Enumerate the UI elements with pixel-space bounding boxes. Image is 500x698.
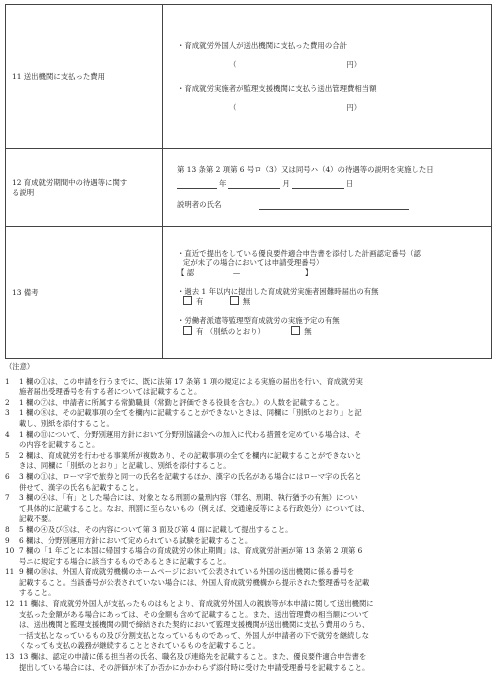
note-line: 11 欄は、育成就労外国人が支払ったものはもとより、育成就労外国人の親族等が本申請に関して送出機関に bbox=[19, 599, 374, 609]
note-line: 1 欄の⑧は、その記載事項の全てを欄内に記載することができないときは、同欄に「別紙のとおり」と記 bbox=[19, 408, 362, 418]
note-number: 3 bbox=[5, 408, 10, 418]
note-line: 3 欄の④は、「有」とした場合には、対象となる刑罰の量刑内容（罪名、刑期、執行猶予の有無）につい bbox=[19, 493, 358, 503]
note-item bbox=[5, 652, 493, 673]
note-line: 3 欄の①は、ローマ字で旅券と同一の氏名を記載するほか、漢字の氏名がある場合にはローマ字の氏名と bbox=[19, 471, 362, 481]
note-number: 8 bbox=[5, 524, 10, 534]
fee-total-item: ・育成就労外国人が送出機関に支払った費用の合計 bbox=[177, 41, 347, 50]
row-12-treatment-explanation bbox=[6, 149, 492, 227]
note-line: くなっても支払の義務が継続することとされているものを記載すること。 bbox=[19, 641, 260, 651]
difficulty-no-option[interactable]: 無 bbox=[230, 296, 250, 306]
row-12-label-line-2: る説明 bbox=[12, 187, 35, 197]
note-line: 支払った金額がある場合にあっては、その金額も含めて記載すること。また、送出管理費の相当額について bbox=[19, 609, 370, 619]
notes-section bbox=[5, 362, 493, 673]
note-line: 1 欄の⑦は、申請者に所属する常勤職員（常勤と評価できる役員を含む。）の人数を記載すること。 bbox=[19, 397, 344, 407]
note-line: 6 欄は、分野別運用方針において定められている試験を記載すること。 bbox=[19, 535, 253, 545]
row-13-label: 13 備考 bbox=[6, 227, 163, 359]
bracket-open: 【 認 bbox=[177, 267, 195, 277]
management-fee-item: ・育成就労実施者が監理支援機関に支払う送出管理費相当額 bbox=[177, 83, 377, 93]
checkbox-icon[interactable] bbox=[291, 326, 300, 335]
dispatch-yes-option[interactable]: 有 （別紙のとおり） bbox=[183, 326, 265, 336]
explanation-date bbox=[177, 175, 485, 189]
note-number: 11 bbox=[5, 567, 15, 577]
year-field[interactable] bbox=[177, 178, 217, 189]
note-line: 併せて、漢字の氏名も記載すること。 bbox=[19, 482, 143, 492]
note-line: 7 欄の「1 年ごとに本国に帰国する場合の育成就労の休止期間」は、育成就労計画が第 13 条第 2 項第 6 bbox=[19, 546, 363, 556]
note-line: は、送出機関と監理支援機関の間で締結された契約において監理支援機関が送出機関に支払う費用のうち、 bbox=[19, 620, 370, 630]
note-number: 6 bbox=[5, 471, 10, 481]
row-12-label bbox=[6, 149, 163, 227]
note-number: 5 bbox=[5, 450, 10, 460]
note-item bbox=[5, 430, 493, 451]
application-form-table bbox=[5, 4, 492, 359]
note-line: 記載すること。当該番号が公表されていない場合には、外国人育成就労機構から提示された整理番号を記載 bbox=[19, 577, 370, 587]
note-item bbox=[5, 546, 493, 567]
note-item bbox=[5, 525, 493, 536]
yen-close-unit: 円） bbox=[346, 102, 362, 112]
difficulty-yes-option[interactable]: 有 bbox=[183, 296, 203, 306]
note-line: 13 欄は、認定の申請に係る担当者の氏名、職名及び連絡先を記載すること。また、優良要件適合申告書を bbox=[19, 652, 367, 662]
row-11-content bbox=[163, 5, 492, 149]
notes-title: （注意） bbox=[5, 362, 35, 371]
note-number: 4 bbox=[5, 429, 10, 439]
note-item bbox=[5, 451, 493, 472]
difficulty-report-options bbox=[177, 296, 485, 306]
row-11-sending-agency-fees bbox=[6, 5, 492, 149]
notes-list bbox=[5, 377, 493, 674]
month-field[interactable] bbox=[228, 178, 280, 189]
note-line: の内容を記載すること。 bbox=[19, 440, 100, 450]
yen-close-unit: 円） bbox=[346, 60, 362, 70]
note-line: 2 欄は、育成就労を行わせる事業所が複数あり、その記載事項の全てを欄内に記載することができないと bbox=[19, 450, 362, 460]
dispatch-plan-options bbox=[177, 326, 485, 336]
dispatch-plan-item: ・労働者派遣等監理型育成就労の実施予定の有無 bbox=[177, 316, 340, 326]
bracket-close: 】 bbox=[304, 267, 313, 277]
explanation-statement: 第 13 条第 2 項第 6 号ロ（3）又は同号ハ（4）の待遇等の説明を実施した日 bbox=[177, 165, 434, 175]
checkbox-icon[interactable] bbox=[230, 296, 239, 305]
note-number: 2 bbox=[5, 397, 10, 407]
row-13-remarks bbox=[6, 227, 492, 359]
explainer-name-line bbox=[177, 199, 485, 210]
certification-number-item-line-1: ・直近で提出をしている優良要件適合申告書を添付した計画認定番号（認 bbox=[177, 249, 421, 259]
difficulty-report-item: ・過去 1 年以内に提出した育成就労実施者困難時届出の有無 bbox=[177, 286, 379, 296]
checkbox-icon[interactable] bbox=[183, 326, 192, 335]
year-unit: 年 bbox=[219, 179, 227, 189]
certification-number-item-line-2: 定が未了の場合においては申請受理番号） bbox=[183, 258, 324, 268]
note-line: 5 欄の④及び⑤は、その内容について第 3 面及び第 4 面に記載して提出すること。 bbox=[19, 524, 293, 534]
note-number: 13 bbox=[5, 652, 15, 662]
bracket-dash: — bbox=[232, 267, 241, 277]
row-12-content bbox=[163, 149, 492, 227]
note-number: 7 bbox=[5, 493, 10, 503]
note-line: 1 欄の⑪について、分野別運用方針において分野別協議会への加入に代わる措置を定めている場合は、そ bbox=[19, 429, 362, 439]
note-line: 載し、別紙を添付すること。 bbox=[19, 418, 114, 428]
note-number: 12 bbox=[5, 599, 15, 609]
note-line: て具体的に記載すること。なお、刑罰に至らないもの（例えば、交通違反等による行政処分）については、 bbox=[19, 503, 370, 513]
note-line: すること。 bbox=[19, 588, 56, 598]
yen-open-paren: （ bbox=[229, 102, 237, 112]
month-unit: 月 bbox=[282, 179, 290, 189]
checkbox-icon[interactable] bbox=[183, 296, 192, 305]
note-line: 提出している場合には、その評価が未了か否かにかかわらず添付時に受けた申請受理番号を記載すること。 bbox=[19, 662, 370, 672]
day-field[interactable] bbox=[292, 178, 344, 189]
note-item bbox=[5, 398, 493, 409]
note-number: 1 bbox=[5, 376, 10, 386]
note-item bbox=[5, 599, 493, 652]
note-line: 記載不要。 bbox=[19, 514, 56, 524]
yen-open-paren: （ bbox=[229, 60, 237, 70]
note-line: 施者届出受理番号を有する者については記載すること。 bbox=[19, 387, 202, 397]
management-fee-amount bbox=[177, 103, 485, 112]
dispatch-no-option[interactable]: 無 bbox=[291, 326, 311, 336]
day-unit: 日 bbox=[345, 179, 354, 189]
explainer-name-field[interactable] bbox=[259, 199, 409, 210]
note-item bbox=[5, 536, 493, 547]
row-12-label-line-1: 12 育成就労期間中の待遇等に関す bbox=[12, 178, 128, 188]
note-item bbox=[5, 567, 493, 599]
note-line: 1 欄の①は、この申請を行うまでに、既に法第 17 条第 1 項の規定による実施の届出を行い、育成就労実 bbox=[19, 376, 363, 386]
note-item bbox=[5, 472, 493, 493]
note-line: 号ニに規定する場合に該当するものであるときに記載すること。 bbox=[19, 556, 231, 566]
note-line: 9 欄の⑩は、外国人育成就労機構のホームページにおいて公表されている外国の送出機関に係る番号を bbox=[19, 567, 355, 577]
note-item bbox=[5, 408, 493, 429]
row-11-label: 11 送出機関に支払った費用 bbox=[6, 5, 163, 149]
note-item bbox=[5, 377, 493, 398]
fee-total-amount bbox=[177, 60, 485, 69]
explainer-name-label: 説明者の氏名 bbox=[177, 200, 222, 210]
certification-number-bracket bbox=[177, 268, 485, 277]
note-line: 一括支払となっているもの及び分割支払となっているものであって、外国人が申請者の下で就労を継続しな bbox=[19, 630, 370, 640]
note-item bbox=[5, 493, 493, 525]
note-number: 10 bbox=[5, 546, 15, 556]
note-number: 9 bbox=[5, 535, 10, 545]
row-13-content bbox=[163, 227, 492, 359]
note-line: きは、同欄に「別紙のとおり」と記載し、別紙を添付すること。 bbox=[19, 461, 231, 471]
